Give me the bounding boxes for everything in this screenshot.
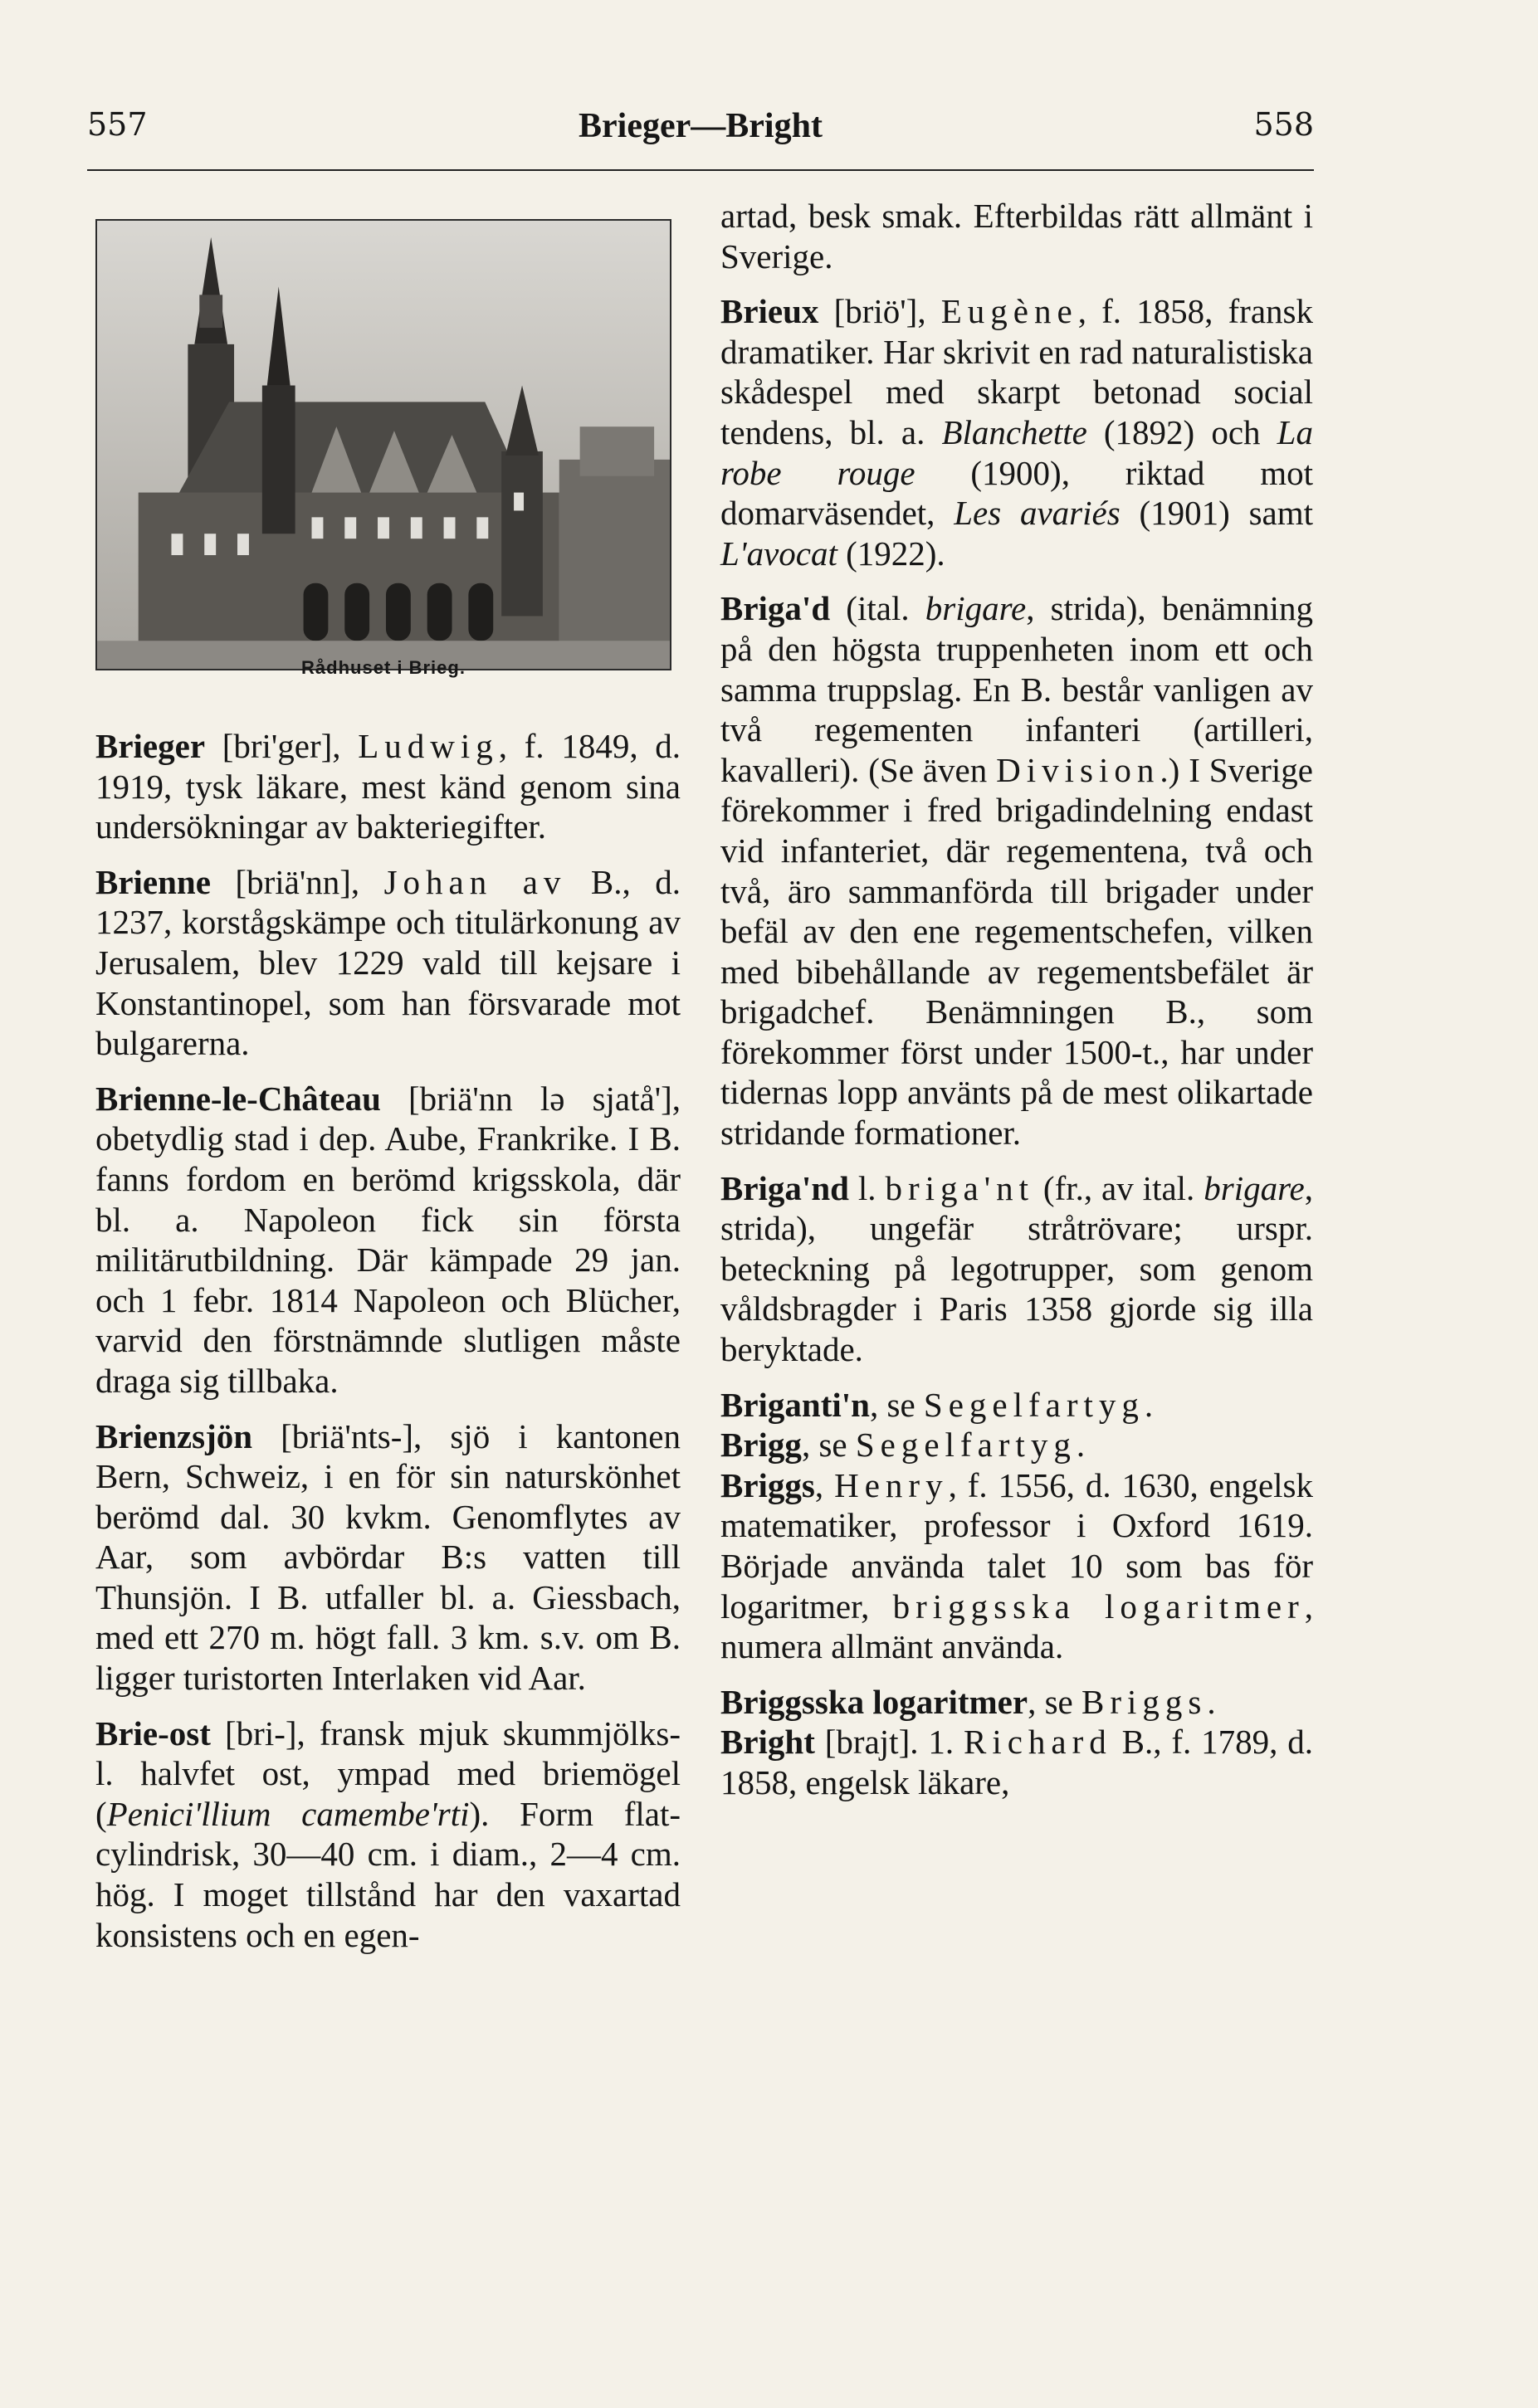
etymon: brigare (925, 589, 1027, 628)
cross-reference: Briggs (1081, 1682, 1208, 1721)
cross-reference: Segelfartyg (855, 1426, 1077, 1465)
headword: Brienzsjön (95, 1416, 253, 1455)
entry-text: ). Form flat-cylindrisk, 30—40 cm. i diam., 2—4 cm. hög. I moget tillstånd har den vaxartad konsistens och en egen- (95, 1794, 681, 1954)
headword: Briggsska logaritmer (720, 1682, 1028, 1721)
latin-name: Penici'llium camembe'rti (106, 1794, 470, 1833)
entry-brienzsjon (95, 1416, 681, 1699)
spaced-name: Eugène (940, 292, 1078, 331)
spaced-name: Richard (963, 1723, 1112, 1762)
entry-briggsska-logaritmer (720, 1682, 1313, 1723)
entry-brie-ost (95, 1713, 681, 1956)
entry-brigantin (720, 1385, 1313, 1426)
headword: Brieger (95, 727, 206, 765)
left-column (95, 726, 681, 1955)
entry-brienne (95, 862, 681, 1064)
entry-text: , f. 1849, d. 1919, tysk läkare, mest känd genom sina undersökningar av bakteriegifter. (95, 727, 681, 846)
figure-caption: Rådhuset i Brieg. (301, 657, 466, 678)
entry-text: (fr., av ital. (1033, 1168, 1204, 1207)
right-column (720, 196, 1313, 1803)
entry-briggs (720, 1465, 1313, 1667)
entry-text: , (814, 1465, 835, 1504)
etymon: brigare (1204, 1168, 1305, 1207)
entry-text: , se (1028, 1682, 1081, 1721)
headword: Briga'd (720, 589, 831, 628)
entry-brigand (720, 1168, 1313, 1370)
entry-brieux (720, 291, 1313, 573)
cross-reference: Division (996, 750, 1160, 789)
entry-text: , strida), benämning på den högsta truppenheten inom ett och samma truppslag. En B. består vanligen av två regementen infanteri (artilleri, kavalleri). (Se även (720, 589, 1314, 789)
entry-text: [briä'nn lə sjatå'], obetydlig stad i dep. Aube, Frankrike. I B. fanns fordom en berömd krigsskola, där bl. a. Napoleon fick sin första militärutbildning. Där kämpade 29 jan. och 1 febr. 1814 Napoleon och Blücher, varvid den förstnämnde slutligen måste draga sig tillbaka. (95, 1079, 681, 1400)
headword: Brienne-le-Château (95, 1079, 381, 1118)
entry-text: (ital. (830, 589, 925, 628)
headword: Brieux (720, 292, 819, 331)
entry-brieger (95, 726, 681, 847)
entry-text: , f. 1858, fransk dramatiker. Har skrivit en rad naturalistiska skådespel med skarpt betonad social tendens, bl. a. (720, 292, 1313, 451)
entry-brigg (720, 1425, 1313, 1465)
entry-text: , f. 1556, d. 1630, engelsk matematiker, professor i Oxford 1619. Började använda talet 10 som bas för logaritmer, (720, 1465, 1313, 1626)
headword: Briganti'n (720, 1385, 870, 1424)
headword: Brie-ost (95, 1713, 211, 1752)
page-number-left: 557 (87, 106, 148, 143)
town-hall-brieg-photo (95, 219, 671, 670)
work-title: Les avariés (954, 494, 1121, 533)
entry-text: .) I Sverige förekommer i fred brigadindelning endast vid infanteriet, där regementena, två och två, äro sammanförda till brigader under befäl av den ene regementschefen, vilken med bibehållande av regementsbefälet är brigadchef. Benämningen B., som förekommer först under 1500-t., har under tidernas lopp använts på de mest olikartade stridande formationer. (720, 750, 1313, 1153)
spaced-term: briggsska logaritmer (892, 1587, 1305, 1626)
entry-text: . (1207, 1682, 1216, 1721)
entry-text: (1900), riktad mot domarväsendet, (720, 453, 1313, 533)
entry-text: B., d. 1237, korstågskämpe och titulärkonung av Jerusalem, blev 1229 vald till kejsare i Konstantinopel, som han försvarade mot bulgarerna. (95, 862, 681, 1063)
entry-text: B., f. 1789, d. 1858, engelsk läkare, (720, 1723, 1313, 1801)
headword: Brienne (95, 862, 211, 901)
entry-text: . (1076, 1426, 1086, 1465)
page-header (87, 106, 1314, 164)
entry-text: [bri'ger], (205, 727, 359, 765)
entry-bright (720, 1722, 1313, 1802)
page-number-right: 558 (1253, 106, 1314, 143)
work-title: Blanchette (941, 412, 1087, 451)
spaced-name: briga'nt (885, 1168, 1034, 1207)
spaced-name: Henry (834, 1465, 949, 1504)
entry-text: . (1144, 1385, 1154, 1424)
headword: Briga'nd (720, 1168, 849, 1207)
entry-text: l. (848, 1168, 886, 1207)
header-rule (87, 169, 1314, 171)
entry-brigad (720, 588, 1313, 1153)
spaced-name: Johan av (383, 862, 567, 901)
entry-text: [briä'nn], (210, 862, 384, 901)
entry-text: [briö'], (818, 292, 941, 331)
entry-text: [briä'nts-], sjö i kantonen Bern, Schweiz, i en för sin naturskönhet berömd dal. 30 kvkm. Genomflytes av Aar, som avbördar B:s vatten till Thunsjön. I B. utfaller bl. a. Giessbach, med ett 270 m. högt fall. 3 km. s.v. om B. ligger turistorten Interlaken vid Aar. (95, 1416, 681, 1698)
entry-text: (1922). (837, 534, 945, 573)
headword: Brigg (720, 1426, 802, 1465)
spaced-name: Ludwig (358, 727, 499, 765)
entry-text: , strida), ungefär stråtrövare; urspr. beteckning på legotrupper, som genom våldsbragder i Paris 1358 gjorde sig illa beryktade. (720, 1168, 1313, 1369)
cross-reference: Segelfartyg (923, 1385, 1145, 1424)
entry-text: , se (801, 1426, 856, 1465)
entry-brienne-le-chateau (95, 1079, 681, 1401)
entry-text: , numera allmänt använda. (720, 1587, 1314, 1666)
headword: Bright (720, 1723, 815, 1762)
headword: Briggs (720, 1465, 815, 1504)
work-title: La robe rouge (720, 412, 1313, 492)
entry-text: [brajt]. 1. (814, 1723, 964, 1762)
continued-text: artad, besk smak. Efterbildas rätt allmänt i Sverige. (720, 197, 1313, 275)
entry-text: , se (869, 1385, 924, 1424)
running-title: Brieger—Bright (579, 107, 823, 145)
entry-text: (1892) och (1086, 412, 1277, 451)
entry-text: (1901) samt (1120, 494, 1314, 533)
work-title: L'avocat (720, 534, 837, 573)
entry-text: [bri-], fransk mjuk skummjölks- l. halvfet ost, ympad med briemögel ( (95, 1713, 681, 1833)
